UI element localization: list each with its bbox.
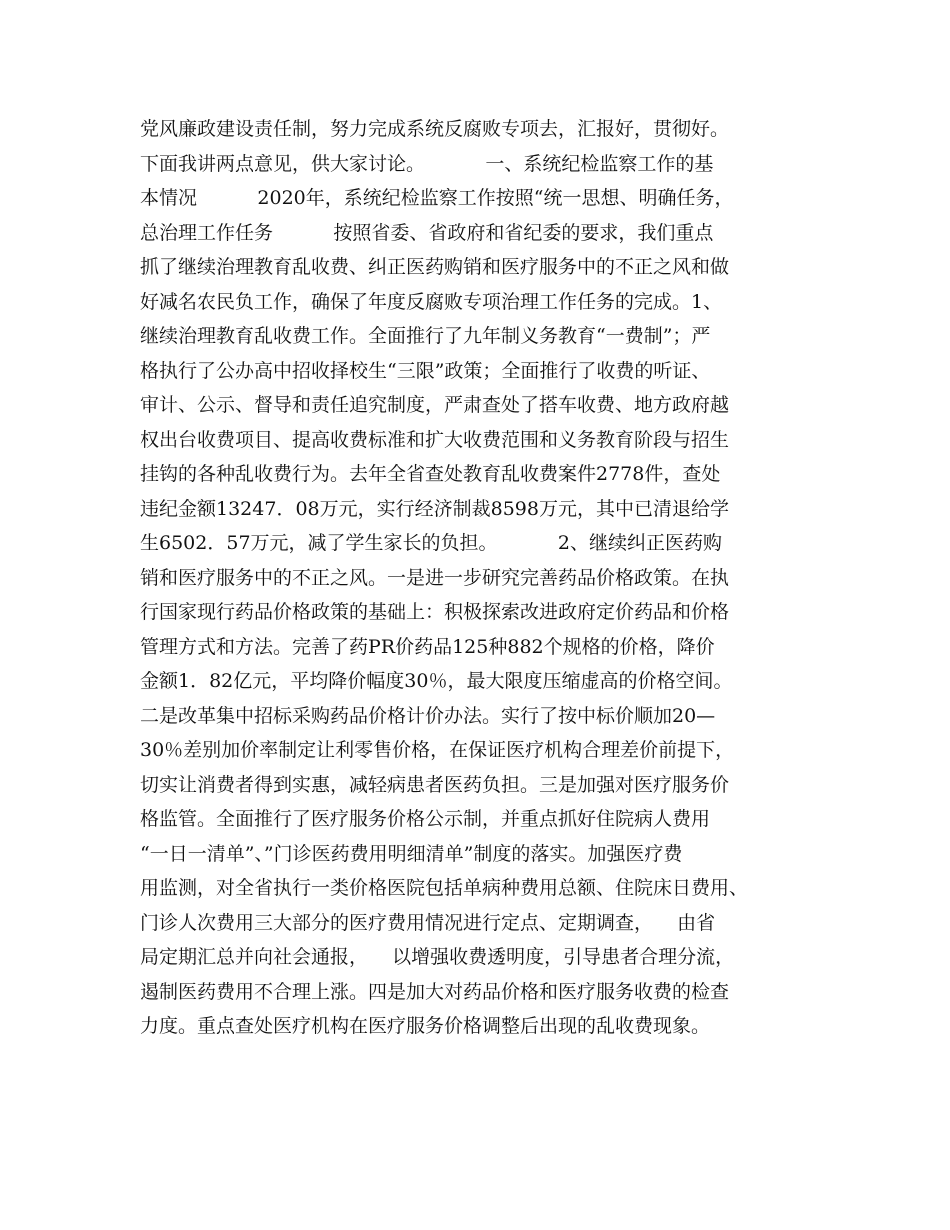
text-line: 审计、公示、督导和责任追究制度，严肃查处了搭车收费、地方政府越 [140,394,730,416]
body-text [140,112,830,1044]
text-line: 总治理工作任务 按照省委、省政府和省纪委的要求，我们重点 [140,221,714,244]
text-line: 格监管。全面推行了医疗服务价格公示制，并重点抓好住院病人费用 [140,808,711,830]
text-line: “一日一清单”、”门诊医药费用明细清单”制度的落实。加强医疗费 [140,842,683,865]
text-line: 门诊人次费用三大部分的医疗费用情况进行定点、定期调查， 由省 [140,911,716,934]
text-line: 违纪金额13247．08万元，实行经济制裁8598万元，其中已清退给学 [140,497,729,520]
text-line: 格执行了公办高中招收择校生“三限”政策；全面推行了收费的听证、 [140,359,711,382]
text-line: 生6502．57万元，减了学生家长的负担。 2、继续纠正医药购 [140,532,723,554]
text-line: 用监测，对全省执行一类价格医院包括单病种费用总额、住院床日费用、 [140,877,749,899]
text-line: 行国家现行药品价格政策的基础上：积极探索改进政府定价药品和价格 [140,601,730,623]
text-line: 二是改革集中招标采购药品价格计价办法。实行了按中标价顺加20— [140,704,716,727]
text-line: 销和医疗服务中的不正之风。一是进一步研究完善药品价格政策。在执 [140,566,730,589]
text-line: 局定期汇总并向社会通报， 以增强收费透明度，引导患者合理分流， [140,946,735,968]
text-line: 切实让消费者得到实惠，减轻病患者医药负担。三是加强对医疗服务价 [140,773,730,796]
text-line: 管理方式和方法。完善了药PR价药品125种882个规格的价格，降价 [140,635,715,658]
text-line: 金额1．82亿元，平均降价幅度30％，最大限度压缩虚高的价格空间。 [140,670,733,692]
text-line: 好减名农民负工作，确保了年度反腐败专项治理工作任务的完成。1、 [140,290,723,313]
text-line: 抓了继续治理教育乱收费、纠正医药购销和医疗服务中的不正之风和做 [140,256,730,278]
text-line: 30％差别加价率制定让利零售价格，在保证医疗机构合理差价前提下， [140,739,735,761]
text-line: 力度。重点查处医疗机构在医疗服务价格调整后出现的乱收费现象。 [140,1015,711,1037]
text-line: 党风廉政建设责任制，努力完成系统反腐败专项去，汇报好，贯彻好。 [140,118,730,140]
text-line: 下面我讲两点意见，供大家讨论。 一、系统纪检监察工作的基 [140,152,714,175]
text-line: 继续治理教育乱收费工作。全面推行了九年制义务教育“一费制”；严 [140,325,711,347]
text-line: 权出台收费项目、提高收费标准和扩大收费范围和义务教育阶段与招生 [140,428,730,451]
text-line: 遏制医药费用不合理上涨。四是加大对药品价格和医疗服务收费的检查 [140,980,730,1003]
text-line: 本情况 2020年，系统纪检监察工作按照“统一思想、明确任务， [140,187,734,209]
text-line: 挂钩的各种乱收费行为。去年全省查处教育乱收费案件2778件，查处 [140,463,721,485]
